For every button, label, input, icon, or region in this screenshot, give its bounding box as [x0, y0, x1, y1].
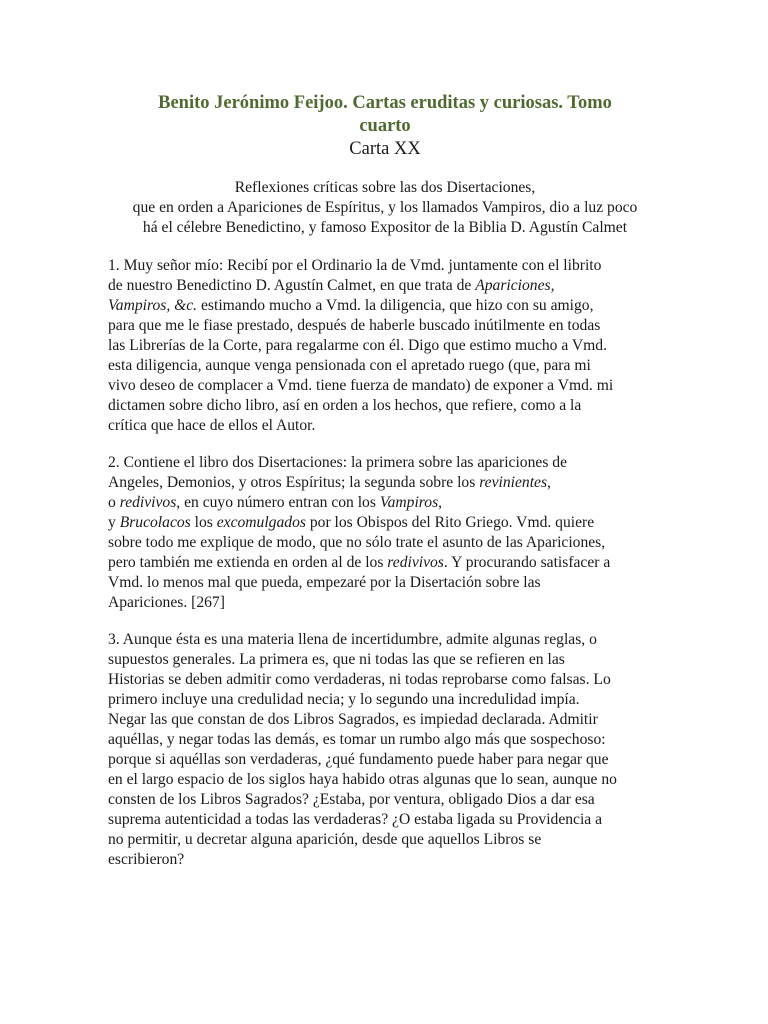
- p2-line: sobre todo me explique de modo, que no sólo trate el asunto de las Apariciones,: [108, 534, 606, 551]
- paragraph-3: [108, 630, 662, 870]
- p3-line: escribieron?: [108, 851, 185, 868]
- p3-line: no permitir, u decretar alguna aparición, desde que aquellos Libros se: [108, 831, 542, 848]
- p3-line: 3. Aunque ésta es una materia llena de incertidumbre, admite algunas reglas, o: [108, 631, 597, 648]
- p2-italic-text: Brucolacos: [119, 514, 191, 531]
- p2-line: Vmd. lo menos mal que pueda, empezaré por la Disertación sobre las: [108, 574, 541, 591]
- p2-italic-text: revinientes: [479, 474, 548, 491]
- heading-line-3: há el célebre Benedictino, y famoso Expositor de la Biblia D. Agustín Calmet: [142, 219, 628, 236]
- p2-text: ,: [438, 494, 443, 511]
- p3-line: primero incluye una credulidad necia; y lo segundo una incredulidad impía.: [108, 691, 580, 708]
- document-title: [108, 92, 662, 138]
- p2-line: [108, 493, 662, 513]
- p2-line: Apariciones. [267]: [108, 594, 225, 611]
- p2-text: pero también me extienda en orden al de los: [108, 554, 388, 571]
- letter-number: Carta XX: [349, 139, 421, 159]
- p2-text: , en cuyo número entran con los: [176, 494, 380, 511]
- p1-line: [108, 276, 662, 296]
- heading-line-2: que en orden a Apariciones de Espíritus, y los llamados Vampiros, dio a luz poco: [132, 199, 638, 216]
- p1-line: crítica que hace de ellos el Autor.: [108, 417, 316, 434]
- p1-line: dictamen sobre dicho libro, así en orden a los hechos, que refiere, como a la: [108, 397, 582, 414]
- p2-text: los: [190, 514, 217, 531]
- p1-line: vivo deseo de complacer a Vmd. tiene fuerza de mandato) de exponer a Vmd. mi: [108, 377, 614, 394]
- p2-text: y: [108, 514, 120, 531]
- p2-italic-text: redivivos: [119, 494, 177, 511]
- p1-line: esta diligencia, aunque venga pensionada con el apretado ruego (que, para mi: [108, 357, 591, 374]
- p1-line: 1. Muy señor mío: Recibí por el Ordinario la de Vmd. juntamente con el librito: [108, 257, 602, 274]
- p2-line: 2. Contiene el libro dos Disertaciones: la primera sobre las apariciones de: [108, 454, 568, 471]
- p2-text: Angeles, Demonios, y otros Espíritus; la segunda sobre los: [108, 474, 480, 491]
- p3-line: supuestos generales. La primera es, que ni todas las que se refieren en las: [108, 651, 565, 668]
- p3-line: Historias se deben admitir como verdaderas, ni todas reprobarse como falsas. Lo: [108, 671, 611, 688]
- p1-italic-text: Apariciones,: [475, 277, 555, 294]
- p1-text: estimando mucho a Vmd. la diligencia, que hizo con su amigo,: [197, 297, 594, 314]
- p1-line: para que me le fiase prestado, después de haberle buscado inútilmente en todas: [108, 317, 601, 334]
- heading-line-1: Reflexiones críticas sobre las dos Disertaciones,: [234, 179, 536, 196]
- p2-italic-text: excomulgados: [216, 514, 306, 531]
- paragraph-1: [108, 256, 662, 436]
- p2-italic-text: redivivos: [387, 554, 444, 571]
- p1-line: [108, 296, 662, 316]
- p2-text: por los Obispos del Rito Griego. Vmd. quiere: [305, 514, 595, 531]
- p3-line: en el largo espacio de los siglos haya habido otras algunas que lo sean, aunque no: [108, 771, 617, 788]
- p3-line: Negar las que constan de dos Libros Sagrados, es impiedad declarada. Admitir: [108, 711, 598, 728]
- p3-line: consten de los Libros Sagrados? ¿Estaba, por ventura, obligado Dios a dar esa: [108, 791, 595, 808]
- p2-italic-text: Vampiros: [379, 494, 439, 511]
- p1-line: las Librerías de la Corte, para regalarme con él. Digo que estimo mucho a Vmd.: [108, 337, 607, 354]
- p1-text: de nuestro Benedictino D. Agustín Calmet, en que trata de: [108, 277, 476, 294]
- title-line-1: Benito Jerónimo Feijoo. Cartas eruditas y curiosas. Tomo: [158, 93, 612, 113]
- p2-text: ,: [547, 474, 551, 491]
- p2-text: . Y procurando satisfacer a: [443, 554, 611, 571]
- p2-line: [108, 473, 662, 493]
- p3-line: suprema autenticidad a todas las verdaderas? ¿O estaba ligada su Providencia a: [108, 811, 603, 828]
- p3-line: porque si aquéllas son verdaderas, ¿qué fundamento puede haber para negar que: [108, 751, 609, 768]
- paragraph-2: [108, 453, 662, 613]
- p2-line: [108, 553, 662, 573]
- letter-heading: [100, 178, 670, 238]
- p1-italic-text: Vampiros, &c.: [108, 297, 198, 314]
- p2-text: o: [108, 494, 120, 511]
- title-line-2: cuarto: [359, 116, 411, 136]
- p2-line: [108, 513, 662, 533]
- p3-line: aquéllas, y negar todas las demás, es tomar un rumbo algo más que sospechoso:: [108, 731, 606, 748]
